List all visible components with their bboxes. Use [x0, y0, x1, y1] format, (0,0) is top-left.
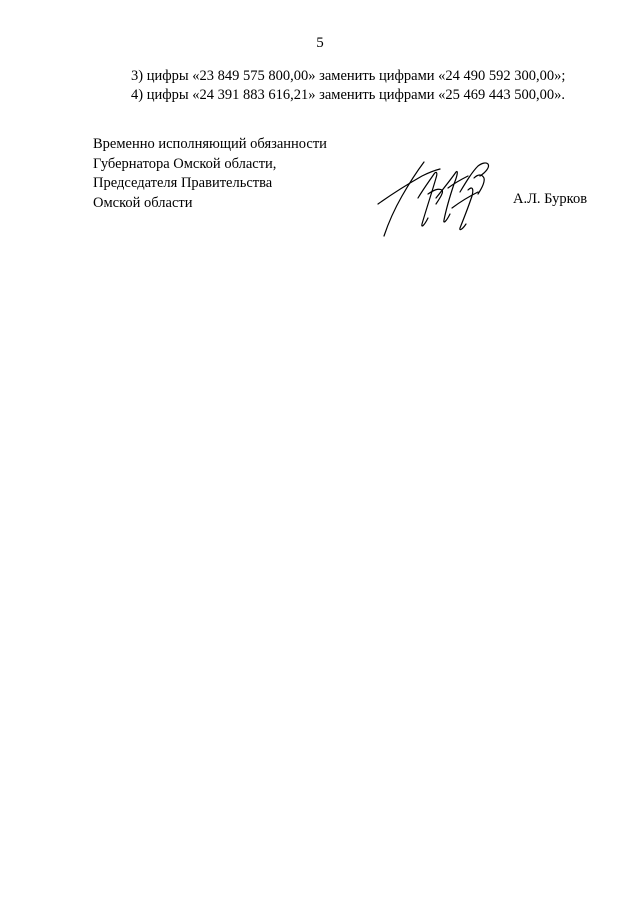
signatory-position-line: Временно исполняющий обязанности: [93, 136, 327, 152]
signatory-position-line: Председателя Правительства: [93, 175, 273, 191]
amendment-item-3: 3) цифры «23 849 575 800,00» заменить цифрами «24 490 592 300,00»;: [131, 68, 566, 84]
signatory-position-line: Губернатора Омской области,: [93, 155, 277, 172]
handwritten-signature: [374, 158, 502, 238]
amendment-item-4: 4) цифры «24 391 883 616,21» заменить цифрами «25 469 443 500,00».: [131, 87, 566, 103]
signatory-position-line: Омской области: [93, 194, 193, 211]
page-number: 5: [316, 35, 324, 51]
signer-name: А.Л. Бурков: [513, 191, 588, 207]
signatory-position: [93, 135, 327, 213]
